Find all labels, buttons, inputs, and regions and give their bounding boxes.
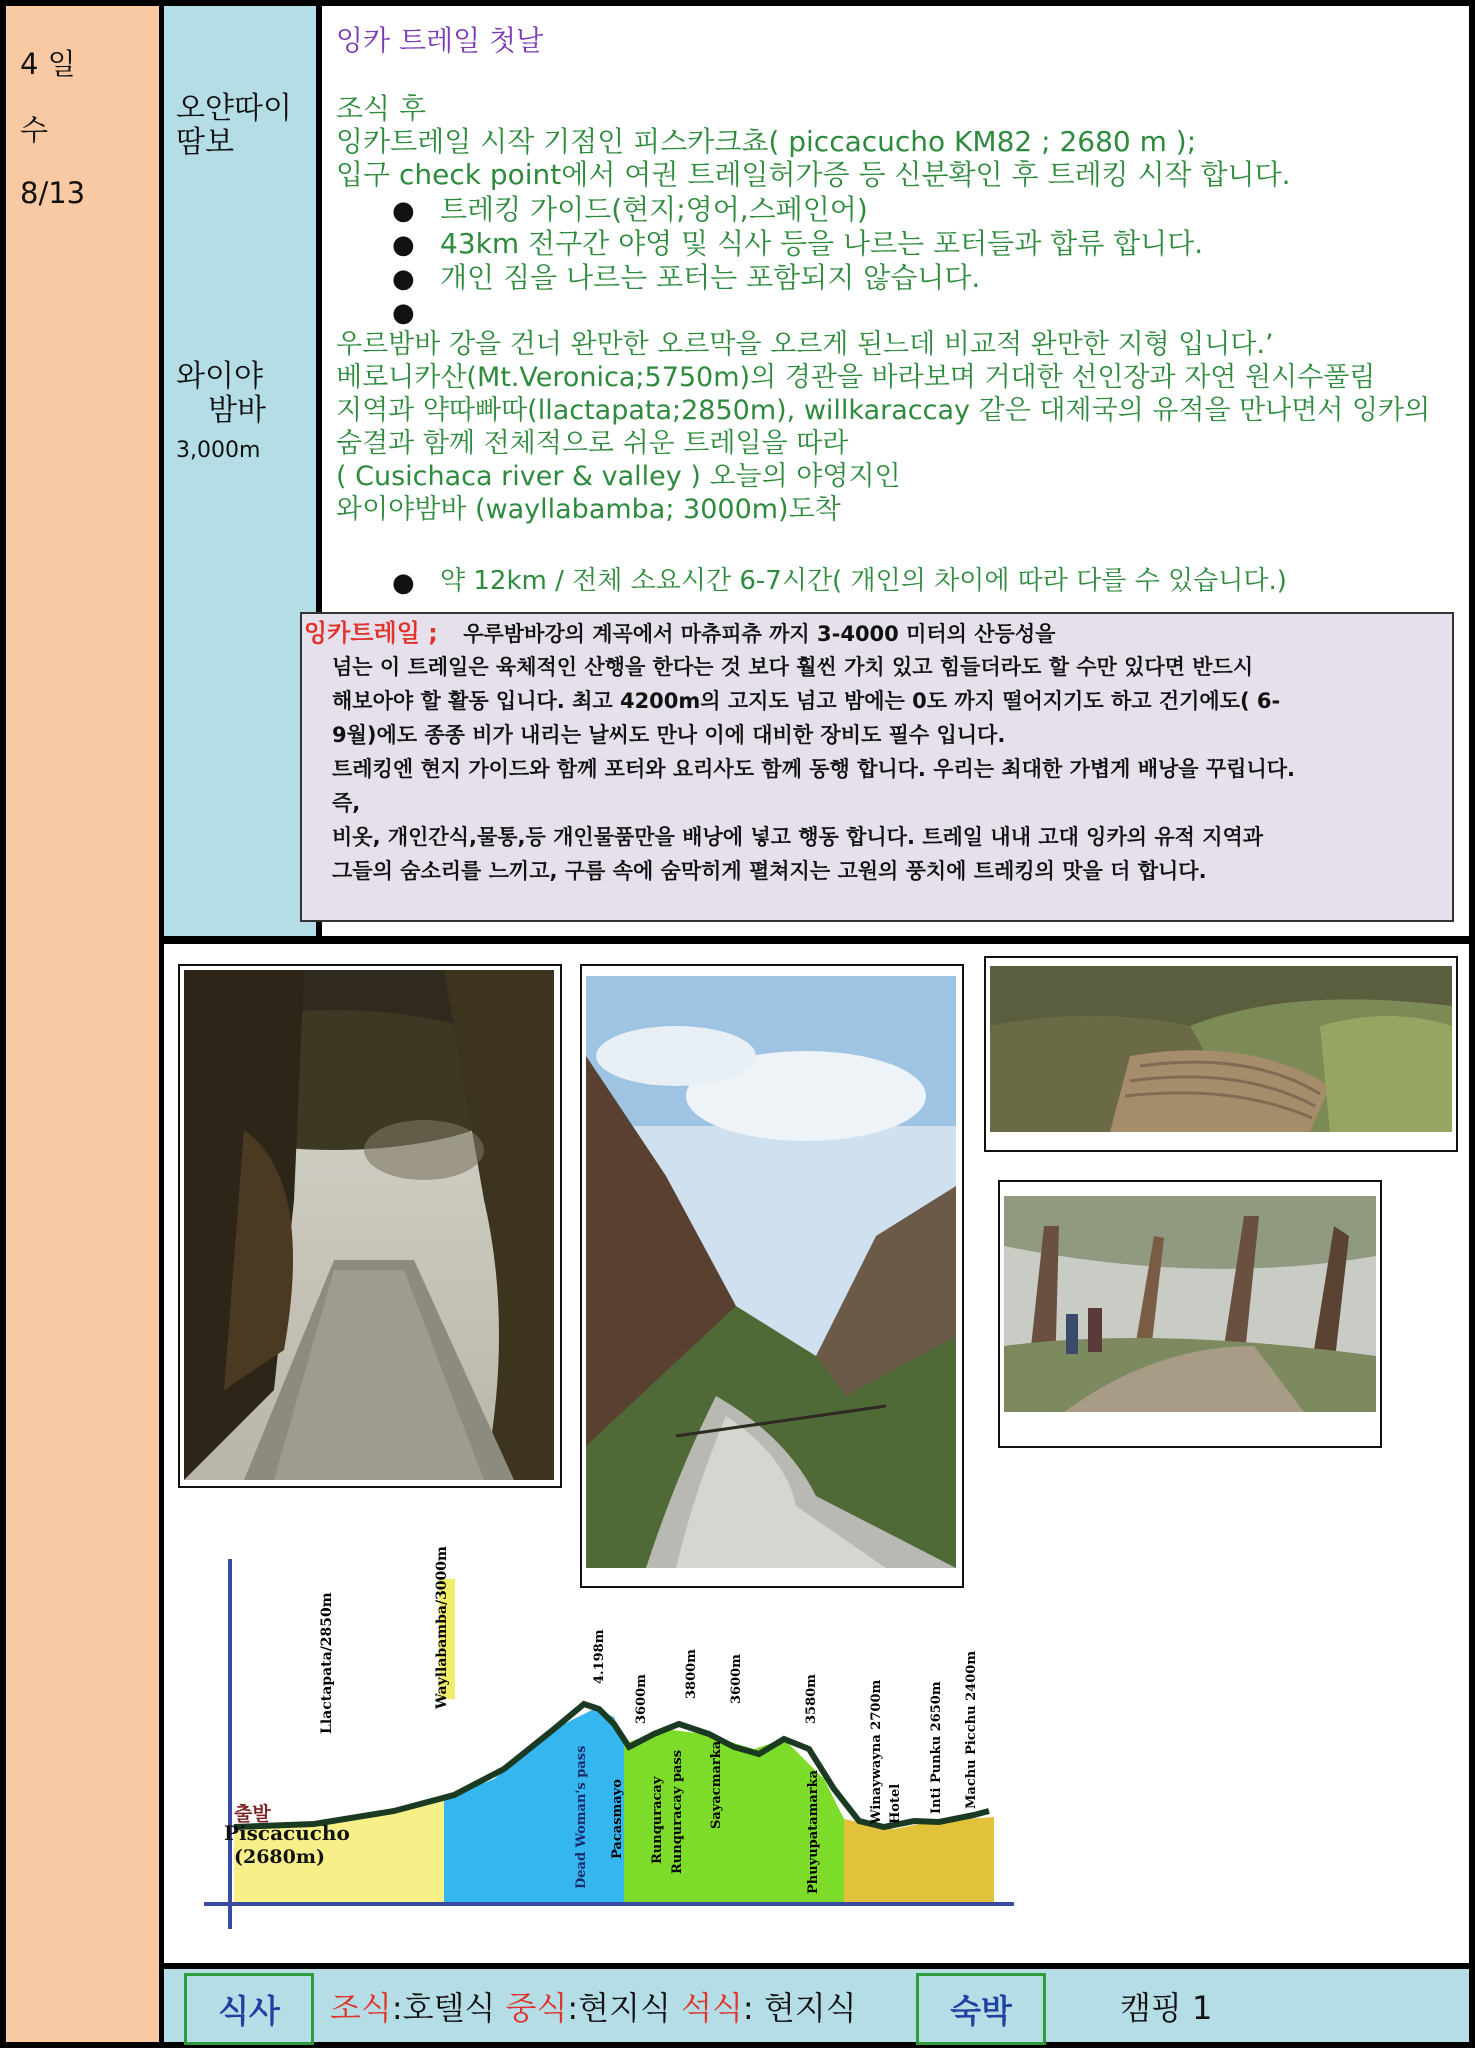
dinner-label: 석식 <box>681 1989 743 2027</box>
photo-urubamba-valley <box>580 964 964 1588</box>
place-wayllabamba <box>176 360 266 468</box>
bullet-dot: ● <box>392 196 415 226</box>
marker-machu-picchu: Machu Picchu 2400m <box>964 1650 979 1809</box>
marker-altitude: 4.198m <box>592 1629 607 1684</box>
breakfast-value: :호텔식 <box>391 1989 496 2027</box>
place-column <box>164 6 316 936</box>
valley-image <box>586 976 956 1568</box>
day-column <box>6 6 159 2042</box>
infobox-line: 넘는 이 트레일은 육체적인 산행을 한다는 것 보다 훨씬 가치 있고 힘들더라도 할 수만 있다면 반드시 <box>332 655 1254 679</box>
place-name-line: 와이야 <box>176 359 263 394</box>
elevation-profile-graphic <box>194 1559 1014 1954</box>
place-ollantaytambo <box>176 92 292 160</box>
trekkers-image <box>1004 1196 1376 1412</box>
bullet-item: 트레킹 가이드(현지;영어,스페인어) <box>440 193 868 226</box>
infobox-line: 9월)에도 종종 비가 내리는 날씨도 만나 이에 대비한 장비도 필수 입니다. <box>332 723 1006 747</box>
marker-altitude: 3600m <box>634 1674 649 1724</box>
profile-start-label: 출발 <box>234 1803 271 1825</box>
marker-runquracay-pass: Runquracay pass <box>670 1749 685 1874</box>
infobox-heading: 잉카트레일 ; <box>304 619 438 647</box>
marker-dead-womans-pass: Dead Woman's pass <box>574 1745 589 1889</box>
marker-hotel: Hotel <box>888 1783 903 1824</box>
lodging-label: 숙박 <box>916 1973 1046 2045</box>
photo-area <box>164 944 1469 1963</box>
day-number: 4 일 <box>20 47 76 81</box>
breakfast-label: 조식 <box>330 1989 392 2027</box>
profile-start-altitude: (2680m) <box>234 1846 325 1868</box>
marker-altitude: 3600m <box>729 1654 744 1704</box>
lodging-value: 캠핑 1 <box>1120 1989 1213 2027</box>
lunch-value: :현지식 <box>567 1989 671 2027</box>
route-line: 와이야밤바 (wayllabamba; 3000m)도착 <box>336 494 841 525</box>
infobox-line: 비옷, 개인간식,물통,등 개인물품만을 배낭에 넣고 행동 합니다. 트레일 내내 고대 잉카의 유적 지역과 <box>332 825 1264 849</box>
marker-pacasmayo: Pacasmayo <box>610 1779 625 1859</box>
intro-line: 잉카트레일 시작 기점인 피스카크쵸( piccacucho KM82 ; 2680 m ); <box>336 125 1197 158</box>
bullet-item: 43km 전구간 야영 및 식사 등을 나르는 포터들과 합류 합니다. <box>440 227 1204 260</box>
photo-trekkers-forest <box>998 1180 1382 1448</box>
place-name-line: 밤바 <box>208 393 266 428</box>
route-line: 베로니카산(Mt.Veronica;5750m)의 경관을 바라보며 거대한 선인장과 자연 원시수풀림 <box>336 362 1376 393</box>
place-altitude: 3,000m <box>176 438 261 463</box>
bullet-dot: ● <box>392 230 415 260</box>
marker-phuyupatamarka: Phuyupatamarka <box>806 1769 821 1894</box>
route-line: 지역과 약따빠따(llactapata;2850m), willkaraccay 같은 대제국의 유적을 만나면서 잉카의 <box>336 395 1431 426</box>
infobox-line: 우루밤바강의 계곡에서 마츄피츄 까지 3-4000 미터의 산등성을 <box>463 622 1056 646</box>
infobox-line: 즉, <box>332 791 361 815</box>
photo-cloud-forest-path <box>178 964 562 1488</box>
marker-altitude: 3800m <box>684 1649 699 1699</box>
photo-llactapata-terraces <box>984 956 1458 1152</box>
route-line: 우르밤바 강을 건너 완만한 오르막을 오르게 된느데 비교적 완만한 지형 입니다.’ <box>336 329 1274 360</box>
marker-sayacmarka: Sayacmarka <box>709 1740 724 1829</box>
date: 8/13 <box>20 176 86 210</box>
weekday: 수 <box>20 113 49 147</box>
intro-line: 조식 후 <box>336 92 427 125</box>
bullet-item: 개인 짐을 나르는 포터는 포함되지 않습니다. <box>440 261 981 294</box>
marker-inti-punku: Inti Punku 2650m <box>929 1681 944 1814</box>
infobox-line: 그들의 숨소리를 느끼고, 구름 속에 숨막히게 펼쳐지는 고원의 풍치에 트레킹의 맛을 더 합니다. <box>332 859 1207 883</box>
marker-runquracay: Runquracay <box>650 1776 665 1864</box>
meal-summary <box>330 1983 857 2029</box>
terraces-image <box>990 966 1452 1132</box>
infobox-line: 해보아야 할 활동 입니다. 최고 4200m의 고지도 넘고 밤에는 0도 까지 떨어지기도 하고 건기에도( 6- <box>332 689 1281 713</box>
bullet-dot: ● <box>392 568 415 598</box>
marker-winaywayna: Winaywayna 2700m <box>869 1679 884 1824</box>
dinner-value: : 현지식 <box>742 1989 857 2027</box>
section-title: 잉카 트레일 첫날 <box>336 24 544 57</box>
trail-elevation-profile <box>194 1546 1014 1954</box>
place-name-line: 오얀따이 <box>176 91 292 126</box>
route-line: ( Cusichaca river & valley ) 오늘의 야영지인 <box>336 461 901 492</box>
inca-trail-infobox <box>300 612 1454 922</box>
meal-label: 식사 <box>184 1973 314 2045</box>
bullet-dot: ● <box>392 298 415 328</box>
route-line: 숨결과 함께 전체적으로 쉬운 트레일을 따라 <box>336 428 849 459</box>
profile-start-name: Piscacucho <box>224 1821 350 1845</box>
forest-path-image <box>184 970 554 1480</box>
lunch-label: 중식 <box>505 1989 568 2027</box>
marker-altitude: 3580m <box>804 1674 819 1724</box>
meal-lodging-bar <box>164 1969 1469 2042</box>
bullet-dot: ● <box>392 264 415 294</box>
place-name-line: 땀보 <box>176 125 234 160</box>
marker-wayllabamba: Wayllabamba/3000m <box>434 1546 450 1709</box>
duration: 약 12km / 전체 소요시간 6-7시간( 개인의 차이에 따라 다를 수 있습니다.) <box>440 566 1287 596</box>
infobox-line: 트레킹엔 현지 가이드와 함께 포터와 요리사도 함께 동행 합니다. 우리는 최대한 가볍게 배낭을 꾸립니다. <box>332 757 1296 781</box>
marker-llactapata: Llactapata/2850m <box>319 1592 335 1734</box>
intro-line: 입구 check point에서 여권 트레일허가증 등 신분확인 후 트레킹 시작 합니다. <box>336 158 1291 191</box>
